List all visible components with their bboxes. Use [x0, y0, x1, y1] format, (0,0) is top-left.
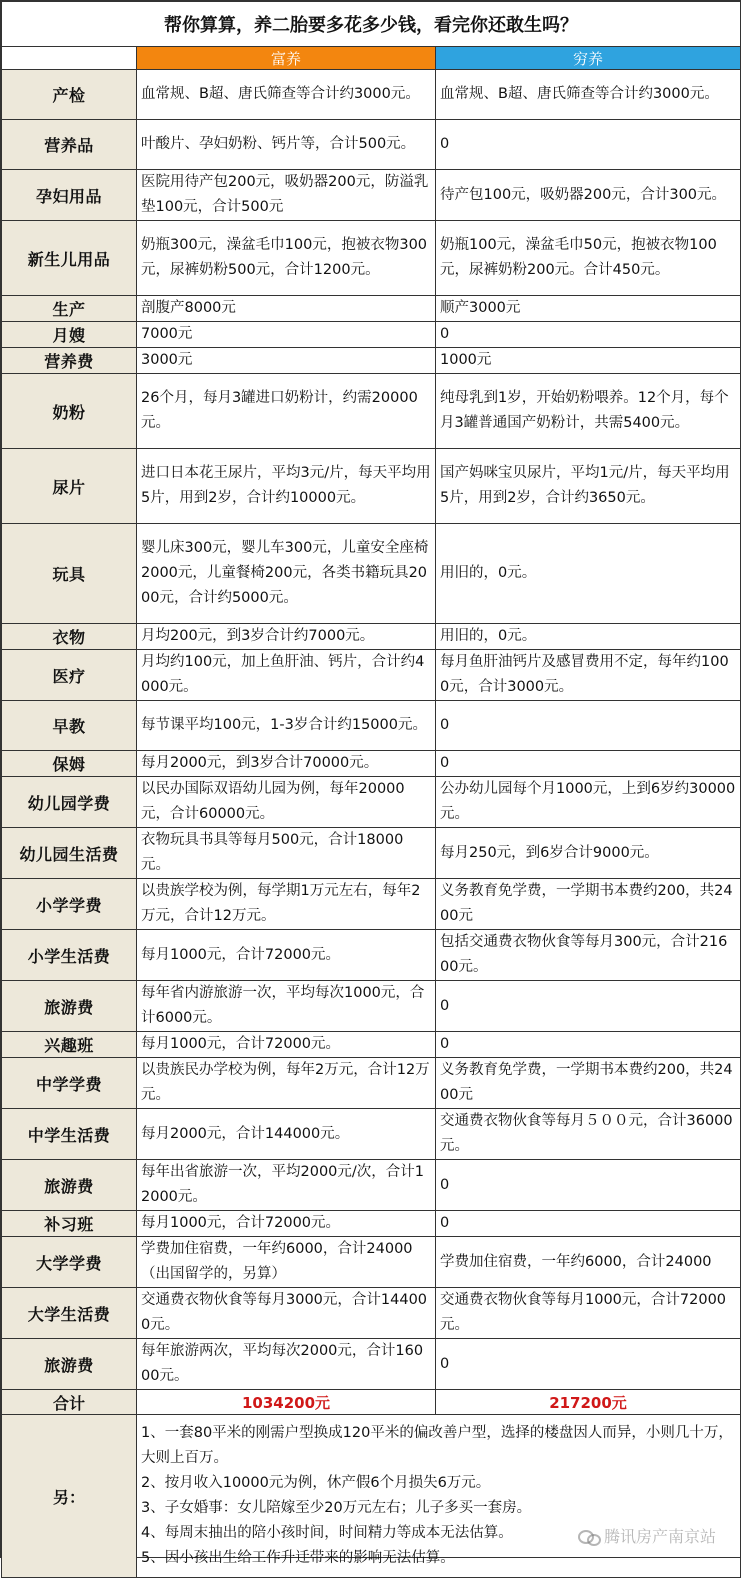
table-row [2, 981, 741, 1032]
row-rich-value: 以贵族民办学校为例，每年2万元，合计12万元。 [137, 1058, 436, 1109]
row-poor-value: 公办幼儿园每个月1000元，上到6岁约30000元。 [436, 777, 741, 828]
row-category: 产检 [2, 70, 137, 120]
row-poor-value: 血常规、B超、唐氏筛查等合计约3000元。 [436, 70, 741, 120]
row-rich-value: 以民办国际双语幼儿园为例，每年20000元，合计60000元。 [137, 777, 436, 828]
row-rich-value: 婴儿床300元，婴儿车300元，儿童安全座椅2000元，儿童餐椅200元，各类书籍玩具2000元，合计约5000元。 [137, 524, 436, 624]
row-rich-value: 月均约100元，加上鱼肝油、钙片，合计约4000元。 [137, 650, 436, 701]
row-category: 中学生活费 [2, 1109, 137, 1160]
row-rich-value: 奶瓶300元，澡盆毛巾100元，抱被衣物300元，尿裤奶粉500元，合计1200元。 [137, 221, 436, 296]
row-poor-value: 1000元 [436, 348, 741, 374]
table-row [2, 1032, 741, 1058]
note-line: 4、每周末抽出的陪小孩时间，时间精力等成本无法估算。 [141, 1525, 513, 1541]
row-rich-value: 学费加住宿费，一年约6000，合计24000（出国留学的，另算） [137, 1237, 436, 1288]
note-line: 5、因小孩出生给工作升迁带来的影响无法估算。 [141, 1550, 455, 1566]
total-rich: 1034200元 [137, 1390, 436, 1415]
row-rich-value: 剖腹产8000元 [137, 296, 436, 322]
table-row [2, 624, 741, 650]
row-category: 保姆 [2, 751, 137, 777]
row-category: 小学学费 [2, 879, 137, 930]
table-row [2, 1237, 741, 1288]
row-poor-value: 待产包100元，吸奶器200元，合计300元。 [436, 170, 741, 221]
row-rich-value: 每节课平均100元，1-3岁合计约15000元。 [137, 701, 436, 751]
table-row [2, 1058, 741, 1109]
row-category: 月嫂 [2, 322, 137, 348]
row-rich-value: 每月1000元，合计72000元。 [137, 1032, 436, 1058]
row-poor-value: 0 [436, 1211, 741, 1237]
table-row [2, 170, 741, 221]
row-category: 大学生活费 [2, 1288, 137, 1339]
row-rich-value: 每月2000元，到3岁合计70000元。 [137, 751, 436, 777]
row-poor-value: 包括交通费衣物伙食等每月300元，合计21600元。 [436, 930, 741, 981]
row-category: 旅游费 [2, 1339, 137, 1390]
row-rich-value: 以贵族学校为例，每学期1万元左右，每年2万元，合计12万元。 [137, 879, 436, 930]
row-rich-value: 叶酸片、孕妇奶粉、钙片等，合计500元。 [137, 120, 436, 170]
row-poor-value: 用旧的，0元。 [436, 524, 741, 624]
table-row [2, 930, 741, 981]
row-category: 幼儿园学费 [2, 777, 137, 828]
row-category: 营养费 [2, 348, 137, 374]
table-row [2, 1160, 741, 1211]
row-poor-value: 义务教育免学费，一学期书本费约200，共2400元 [436, 1058, 741, 1109]
row-poor-value: 每月鱼肝油钙片及感冒费用不定，每年约1000元，合计3000元。 [436, 650, 741, 701]
row-category: 营养品 [2, 120, 137, 170]
table-row [2, 828, 741, 879]
row-category: 小学生活费 [2, 930, 137, 981]
row-poor-value: 奶瓶100元，澡盆毛巾50元，抱被衣物100元，尿裤奶粉200元。合计450元。 [436, 221, 741, 296]
row-poor-value: 义务教育免学费，一学期书本费约200，共2400元 [436, 879, 741, 930]
row-poor-value: 用旧的，0元。 [436, 624, 741, 650]
table-row [2, 1339, 741, 1390]
row-poor-value: 每月250元，到6岁合计9000元。 [436, 828, 741, 879]
row-category: 大学学费 [2, 1237, 137, 1288]
row-category: 尿片 [2, 449, 137, 524]
row-poor-value: 国产妈咪宝贝尿片，平均1元/片，每天平均用5片，用到2岁，合计约3650元。 [436, 449, 741, 524]
row-category: 中学学费 [2, 1058, 137, 1109]
row-category: 兴趣班 [2, 1032, 137, 1058]
row-rich-value: 医院用待产包200元，吸奶器200元，防溢乳垫100元，合计500元 [137, 170, 436, 221]
table-row [2, 296, 741, 322]
total-poor: 217200元 [436, 1390, 741, 1415]
table-row [2, 449, 741, 524]
row-rich-value: 血常规、B超、唐氏筛查等合计约3000元。 [137, 70, 436, 120]
page-title: 帮你算算，养二胎要多花多少钱，看完你还敢生吗？ [2, 2, 741, 47]
row-rich-value: 每月2000元，合计144000元。 [137, 1109, 436, 1160]
row-rich-value: 每月1000元，合计72000元。 [137, 930, 436, 981]
total-label: 合计 [2, 1390, 137, 1415]
row-rich-value: 7000元 [137, 322, 436, 348]
row-category: 衣物 [2, 624, 137, 650]
table-row [2, 322, 741, 348]
row-poor-value: 0 [436, 120, 741, 170]
header-row [2, 47, 741, 70]
notes-content [137, 1415, 741, 1578]
notes-row [2, 1415, 741, 1578]
table-row [2, 120, 741, 170]
row-category: 旅游费 [2, 1160, 137, 1211]
table-row [2, 751, 741, 777]
row-poor-value: 0 [436, 1339, 741, 1390]
row-rich-value: 3000元 [137, 348, 436, 374]
table-row [2, 1288, 741, 1339]
row-poor-value: 0 [436, 1160, 741, 1211]
row-rich-value: 进口日本花王尿片，平均3元/片，每天平均用5片，用到2岁，合计约10000元。 [137, 449, 436, 524]
row-category: 补习班 [2, 1211, 137, 1237]
notes-label: 另： [2, 1415, 137, 1578]
total-row [2, 1390, 741, 1415]
table-row [2, 374, 741, 449]
row-poor-value: 0 [436, 981, 741, 1032]
note-line: 3、子女婚事：女儿陪嫁至少20万元左右；儿子多买一套房。 [141, 1500, 532, 1516]
row-poor-value: 交通费衣物伙食等每月５００元，合计36000元。 [436, 1109, 741, 1160]
cost-table [1, 1, 741, 1578]
row-rich-value: 交通费衣物伙食等每月3000元，合计144000元。 [137, 1288, 436, 1339]
row-poor-value: 纯母乳到1岁，开始奶粉喂养。12个月，每个月3罐普通国产奶粉计，共需5400元。 [436, 374, 741, 449]
table-row [2, 221, 741, 296]
row-category: 玩具 [2, 524, 137, 624]
row-category: 幼儿园生活费 [2, 828, 137, 879]
table-row [2, 70, 741, 120]
row-category: 生产 [2, 296, 137, 322]
row-rich-value: 月均200元，到3岁合计约7000元。 [137, 624, 436, 650]
note-line: 1、一套80平米的刚需户型换成120平米的偏改善户型，选择的楼盘因人而异，小则几十万，大则上百万。 [141, 1425, 733, 1466]
table-row [2, 524, 741, 624]
row-category: 孕妇用品 [2, 170, 137, 221]
row-rich-value: 26个月，每月3罐进口奶粉计，约需20000元。 [137, 374, 436, 449]
table-row [2, 348, 741, 374]
table-row [2, 650, 741, 701]
row-poor-value: 交通费衣物伙食等每月1000元，合计72000元。 [436, 1288, 741, 1339]
row-poor-value: 学费加住宿费，一年约6000，合计24000 [436, 1237, 741, 1288]
header-blank-cell [2, 47, 137, 70]
row-rich-value: 衣物玩具书具等每月500元，合计18000元。 [137, 828, 436, 879]
row-poor-value: 0 [436, 1032, 741, 1058]
watermark-text: 腾讯房产南京站 [603, 1527, 716, 1546]
header-poor: 穷养 [436, 47, 741, 70]
title-row [2, 2, 741, 47]
row-poor-value: 0 [436, 701, 741, 751]
row-rich-value: 每年出省旅游一次，平均2000元/次，合计12000元。 [137, 1160, 436, 1211]
row-category: 奶粉 [2, 374, 137, 449]
row-category: 医疗 [2, 650, 137, 701]
row-poor-value: 0 [436, 322, 741, 348]
row-poor-value: 顺产3000元 [436, 296, 741, 322]
row-poor-value: 0 [436, 751, 741, 777]
row-category: 新生儿用品 [2, 221, 137, 296]
table-row [2, 777, 741, 828]
table-row [2, 879, 741, 930]
row-rich-value: 每月1000元，合计72000元。 [137, 1211, 436, 1237]
note-line: 2、按月收入10000元为例，休产假6个月损失6万元。 [141, 1475, 491, 1491]
row-rich-value: 每年旅游两次，平均每次2000元，合计16000元。 [137, 1339, 436, 1390]
row-rich-value: 每年省内游旅游一次，平均每次1000元，合计6000元。 [137, 981, 436, 1032]
row-category: 旅游费 [2, 981, 137, 1032]
table-row [2, 701, 741, 751]
table-row [2, 1211, 741, 1237]
table-row [2, 1109, 741, 1160]
row-category: 早教 [2, 701, 137, 751]
header-rich: 富养 [137, 47, 436, 70]
